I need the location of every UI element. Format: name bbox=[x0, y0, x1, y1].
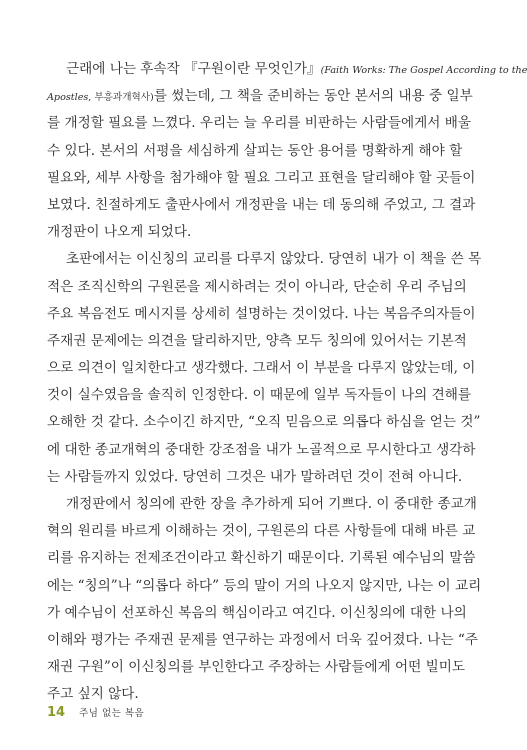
text-line bbox=[47, 491, 477, 518]
text-run: 에는 “칭의”나 “의롭다 하다” 등의 말이 거의 나오지 않지만, 나는 이 교리 bbox=[47, 577, 482, 594]
text-run: 으로 의견이 일치한다고 생각했다. 그래서 이 부분을 다루지 않았는데, 이 bbox=[47, 360, 476, 377]
text-line bbox=[47, 219, 455, 246]
text-run: 필요와, 세부 사항을 첨가해야 할 필요 그리고 표현을 달리해야 할 곳들이 bbox=[47, 169, 476, 186]
text-run: 주고 싶지 않다. bbox=[47, 686, 139, 703]
text-line bbox=[47, 627, 478, 654]
text-line bbox=[47, 328, 467, 355]
text-line bbox=[47, 545, 476, 572]
paragraph bbox=[47, 246, 482, 491]
text-run: 혁의 원리를 바르게 이해하는 것이, 구원론의 다른 사항들에 대해 바른 교 bbox=[47, 523, 476, 540]
paragraph bbox=[47, 491, 482, 709]
text-line bbox=[47, 56, 527, 83]
text-run: 근래에 나는 후속작 『구원이란 무엇인가』 bbox=[66, 61, 321, 77]
text-run: 적은 조직신학의 구원론을 제시하려는 것이 아니라, 단순히 우리 주님의 bbox=[47, 278, 467, 295]
text-line bbox=[47, 518, 476, 545]
page-number: 14 bbox=[47, 704, 66, 720]
text-line bbox=[47, 110, 472, 137]
text-run: 개정판에서 칭의에 관한 장을 추가하게 되어 기쁘다. 이 중대한 종교개 bbox=[66, 496, 477, 512]
text-run: Apostles bbox=[47, 92, 89, 104]
text-line bbox=[47, 654, 466, 681]
text-run: (Faith Works: The Gospel According to the bbox=[320, 65, 527, 76]
text-run: 초판에서는 이신칭의 교리를 다루지 않았다. 당연히 내가 이 책을 쓴 목 bbox=[66, 251, 482, 268]
text-line bbox=[47, 246, 482, 273]
text-run: 주재권 문제에는 의견을 달리하지만, 양측 모두 칭의에 있어서는 기본적 bbox=[47, 332, 467, 349]
paragraph bbox=[47, 56, 527, 246]
text-line bbox=[47, 165, 476, 192]
text-run: 오해한 것 같다. 소수이긴 하지만, “오직 믿음으로 의롭다 하심을 얻는 것” bbox=[47, 414, 481, 431]
text-run: 주요 복음전도 메시지를 상세히 설명하는 것이었다. 나는 복음주의자들이 bbox=[47, 305, 476, 322]
text-line bbox=[47, 355, 476, 382]
text-run: 리를 유지하는 전제조건이라고 확신하기 때문이다. 기록된 예수님의 말씀 bbox=[47, 550, 476, 567]
running-title: 주님 없는 복음 bbox=[79, 708, 145, 719]
text-line bbox=[47, 382, 472, 409]
text-line bbox=[47, 138, 463, 165]
text-run: 재권 구원”이 이신칭의를 부인한다고 주장하는 사람들에게 어떤 빌미도 bbox=[47, 659, 466, 676]
text-run: 이해와 평가는 주재권 문제를 연구하는 과정에서 더욱 깊어졌다. 나는 “주 bbox=[47, 631, 478, 648]
text-line bbox=[47, 437, 476, 464]
page-footer bbox=[47, 704, 144, 720]
text-line bbox=[47, 573, 482, 600]
text-run: 수 있다. 본서의 서평을 세심하게 살피는 동안 용어를 명확하게 해야 할 bbox=[47, 142, 463, 159]
text-line bbox=[47, 274, 467, 301]
text-line bbox=[47, 192, 476, 219]
text-run: 가 예수님이 선포하신 복음의 핵심이라고 여긴다. 이신칭의에 대한 나의 bbox=[47, 604, 467, 621]
text-line bbox=[47, 301, 476, 328]
text-line bbox=[47, 409, 481, 436]
text-run: 개정판이 나오게 되었다. bbox=[47, 224, 192, 241]
text-run: , 부흥과개혁사) bbox=[88, 92, 154, 104]
body-text bbox=[47, 56, 527, 709]
text-run: 것이 실수였음을 솔직히 인정한다. 이 때문에 일부 독자들이 나의 견해를 bbox=[47, 387, 472, 404]
text-run: 에 대한 종교개혁의 중대한 강조점을 내가 노골적으로 무시한다고 생각하 bbox=[47, 441, 476, 458]
text-run: 는 사람들까지 있었다. 당연히 그것은 내가 말하려던 것이 전혀 아니다. bbox=[47, 468, 463, 485]
text-run: 보였다. 친절하게도 출판사에서 개정판을 내는 데 동의해 주었고, 그 결과 bbox=[47, 196, 476, 213]
text-run: 를 썼는데, 그 책을 준비하는 동안 본서의 내용 중 일부 bbox=[153, 88, 473, 105]
text-line bbox=[47, 83, 473, 110]
text-line bbox=[47, 464, 463, 491]
text-line bbox=[47, 600, 467, 627]
text-run: 를 개정할 필요를 느꼈다. 우리는 늘 우리를 비판하는 사람들에게서 배울 bbox=[47, 115, 472, 132]
